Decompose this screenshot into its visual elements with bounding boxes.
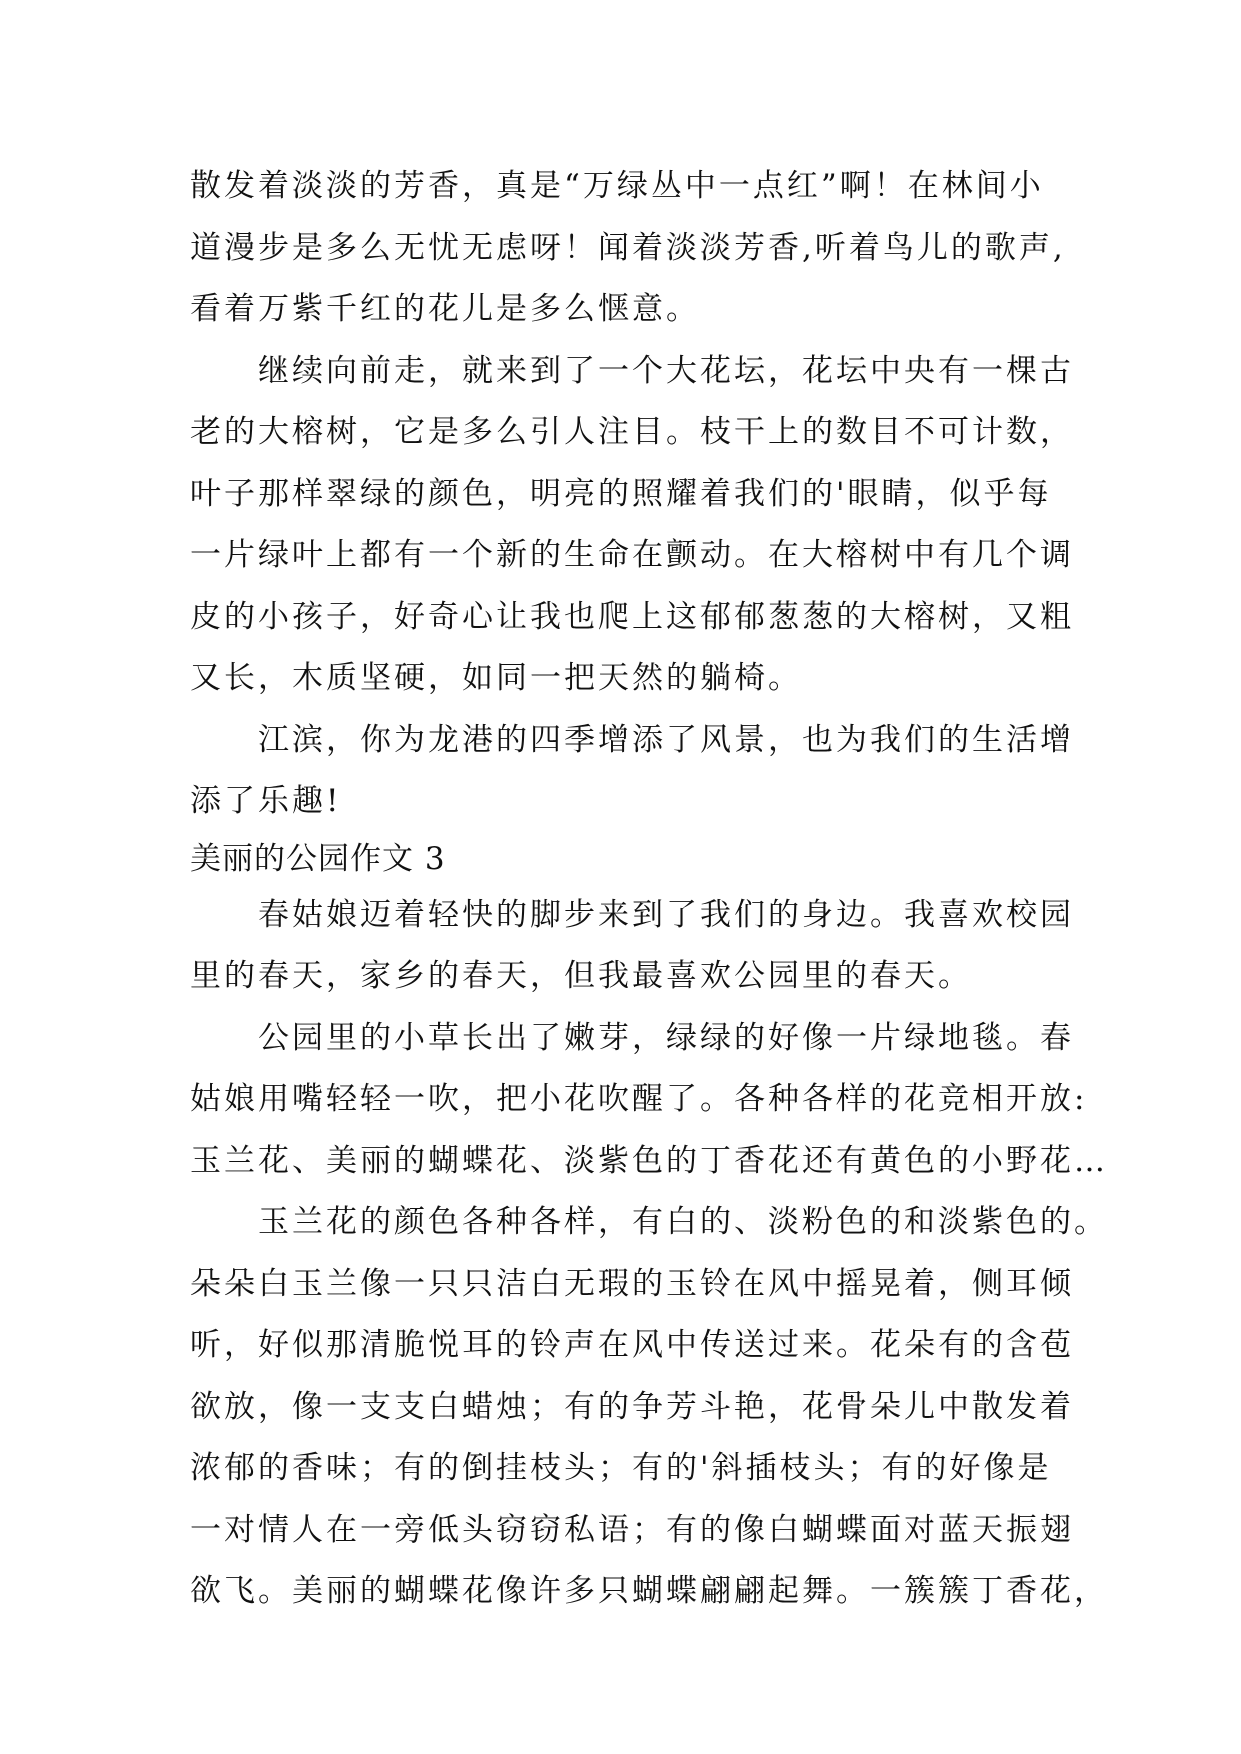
text-line: 听，好似那清脆悦耳的铃声在风中传送过来。花朵有的含苞 [190,1327,1074,1363]
text-line: 欲放，像一支支白蜡烛；有的争芳斗艳，花骨朵儿中散发着 [190,1388,1074,1425]
text-line: 玉兰花、美丽的蝴蝶花、淡紫色的丁香花还有黄色的小野花… [190,1142,1108,1179]
text-line: 道漫步是多么无忧无虑呀！闻着淡淡芳香,听着鸟儿的歌声, [190,229,1066,266]
text-line: 叶子那样翠绿的颜色，明亮的照耀着我们的'眼睛，似乎每 [190,475,1052,512]
paragraph-start-line: 继续向前走，就来到了一个大花坛，花坛中央有一棵古 [258,352,1074,389]
essay-body [190,156,1108,1623]
text-line: 皮的小孩子，好奇心让我也爬上这郁郁葱葱的大榕树，又粗 [190,598,1074,635]
text-line: 欲飞。美丽的蝴蝶花像许多只蝴蝶翩翩起舞。一簇簇丁香花， [190,1573,1108,1609]
section-heading: 美丽的公园作文 3 [190,840,446,877]
text-line: 散发着淡淡的芳香，真是“万绿丛中一点红”啊！在林间小 [190,168,1044,204]
paragraph-start-line: 玉兰花的颜色各种各样，有白的、淡粉色的和淡紫色的。 [258,1204,1108,1240]
text-line: 朵朵白玉兰像一只只洁白无瑕的玉铃在风中摇晃着，侧耳倾 [190,1265,1074,1302]
text-line: 一对情人在一旁低头窃窃私语；有的像白蝴蝶面对蓝天振翅 [190,1511,1074,1548]
text-line: 浓郁的香味；有的倒挂枝头；有的'斜插枝头；有的好像是 [190,1450,1052,1486]
text-line: 姑娘用嘴轻轻一吹，把小花吹醒了。各种各样的花竞相开放: [190,1081,1088,1117]
text-line: 老的大榕树，它是多么引人注目。枝干上的数目不可计数， [190,414,1074,450]
paragraph-start-line: 春姑娘迈着轻快的脚步来到了我们的身边。我喜欢校园 [258,896,1074,933]
text-line: 又长，木质坚硬，如同一把天然的躺椅。 [190,660,802,696]
text-line: 里的春天，家乡的春天，但我最喜欢公园里的春天。 [190,958,972,994]
paragraph-start-line: 江滨，你为龙港的四季增添了风景，也为我们的生活增 [258,721,1074,758]
text-line: 一片绿叶上都有一个新的生命在颤动。在大榕树中有几个调 [190,537,1074,573]
text-line: 看着万紫千红的花儿是多么惬意。 [190,291,700,327]
paragraph-start-line: 公园里的小草长出了嫩芽，绿绿的好像一片绿地毯。春 [258,1019,1074,1056]
text-line: 添了乐趣! [190,783,342,819]
